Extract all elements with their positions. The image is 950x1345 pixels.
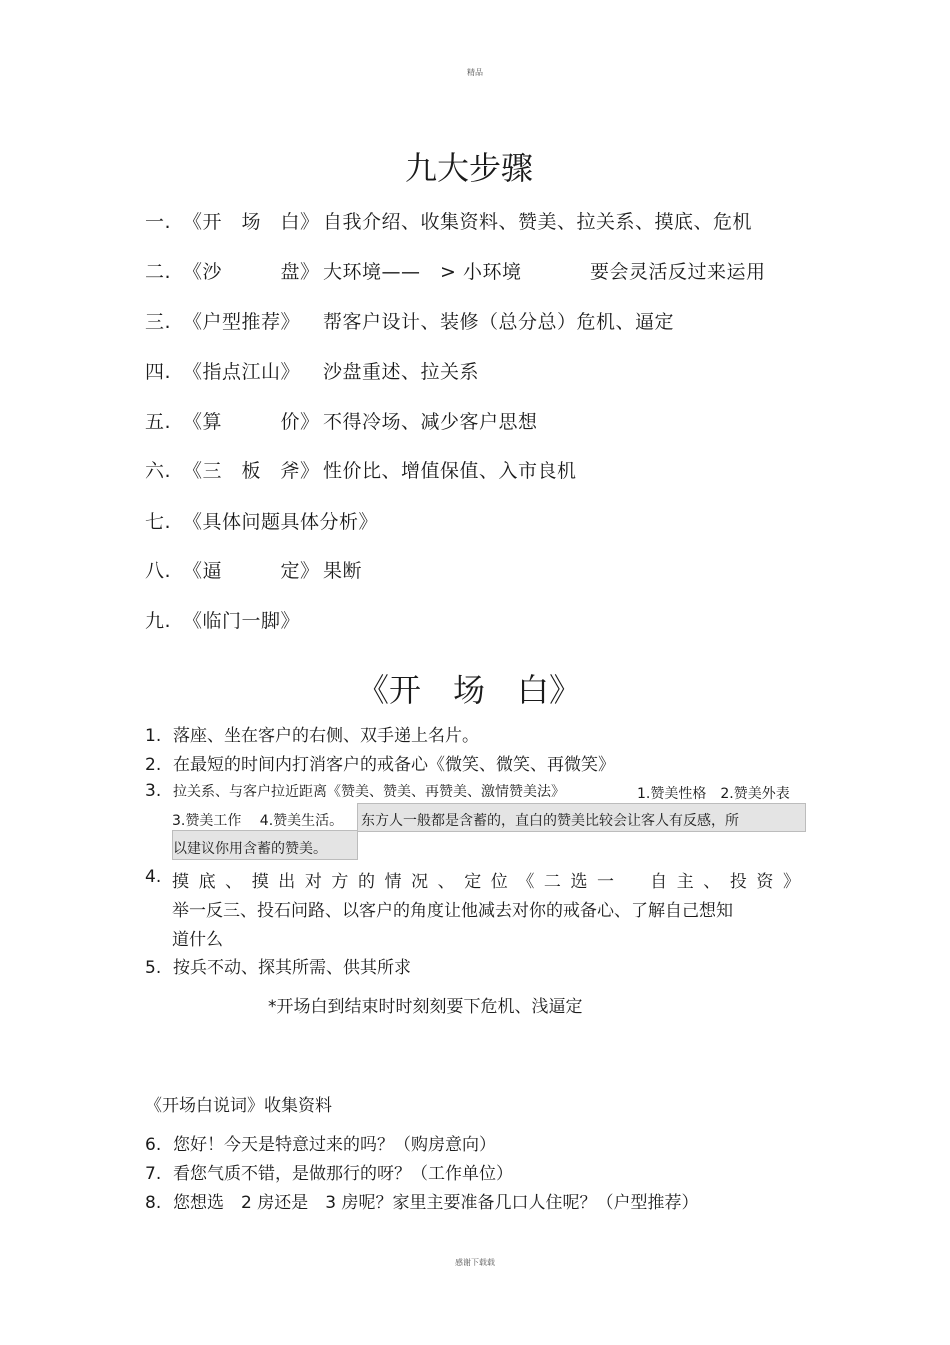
- step-name: 《户型推荐》: [183, 311, 301, 333]
- item-text: 1.赞美性格 2.赞美外表: [637, 786, 790, 802]
- justified-char: 摸: [172, 872, 189, 892]
- justified-char: 定: [464, 872, 482, 892]
- step-number: 六.: [145, 460, 172, 482]
- item-number: 1.: [145, 726, 162, 746]
- step-name: 《沙 盘》: [183, 261, 320, 283]
- step-name: 《算 价》: [183, 411, 320, 433]
- list-item: [145, 781, 565, 801]
- justified-char: 位: [490, 872, 508, 892]
- justified-char: 方: [331, 872, 349, 892]
- step-desc: 自我介绍、收集资料、赞美、拉关系、摸底、危机: [323, 211, 753, 233]
- item-text: 东方人一般都是含蓄的，直白的赞美比较会让客人有反感，所: [361, 813, 739, 829]
- justified-char: 《: [517, 872, 535, 892]
- item-text: 以建议你用含蓄的赞美。: [173, 841, 327, 857]
- justified-char: 选: [570, 872, 588, 892]
- step-name: 《指点江山》: [183, 361, 301, 383]
- step-number: 一.: [145, 211, 172, 233]
- justified-char: 出: [278, 872, 296, 892]
- justified-char: 一: [597, 872, 614, 892]
- list-item: [145, 407, 538, 434]
- item-number: 6.: [145, 1135, 162, 1155]
- step-number: 八.: [145, 560, 172, 582]
- justified-char: 投: [729, 872, 747, 892]
- note-text: *开场白到结束时时刻刻要下危机、浅逼定: [268, 997, 583, 1017]
- step-number: 二.: [145, 261, 172, 283]
- page-header: 精品: [467, 68, 483, 77]
- justified-char: 情: [384, 872, 402, 892]
- justified-char: 的: [357, 872, 375, 892]
- item-text: 3.赞美工作 4.赞美生活。: [172, 813, 344, 829]
- justified-char: 况: [411, 872, 429, 892]
- item-text-justified: [172, 867, 800, 892]
- section-title: 九大步骤: [405, 149, 534, 187]
- list-item: [145, 750, 615, 775]
- step-desc: 果断: [323, 560, 363, 582]
- step-name: 《临门一脚》: [183, 610, 301, 632]
- list-item: [145, 953, 411, 978]
- step-name: 《具体问题具体分析》: [183, 511, 379, 533]
- step-desc: 大环境—— > 小环境: [323, 261, 522, 283]
- item-number: 3.: [145, 781, 162, 801]
- step-number: 七.: [145, 511, 172, 533]
- item-text: 您想选 2 房还是 3 房呢？家里主要准备几口人住呢？（户型推荐）: [173, 1193, 699, 1213]
- justified-char: 主: [676, 872, 694, 892]
- justified-char: 自: [650, 872, 668, 892]
- list-item: [145, 556, 362, 583]
- list-item: [145, 257, 521, 284]
- list-item: [145, 507, 378, 534]
- step-number: 九.: [145, 610, 172, 632]
- item-number: 8.: [145, 1193, 162, 1213]
- step-extra-note: 要会灵活反过来运用: [590, 261, 766, 283]
- justified-char: 二: [543, 872, 561, 892]
- step-desc: 帮客户设计、装修（总分总）危机、逼定: [323, 311, 675, 333]
- step-number: 五.: [145, 411, 172, 433]
- justified-char: 底: [198, 872, 216, 892]
- item-text: 落座、坐在客户的右侧、双手递上名片。: [173, 726, 479, 746]
- step-number: 四.: [145, 361, 172, 383]
- justified-char: 、: [703, 872, 721, 892]
- step-name: 《逼 定》: [183, 560, 320, 582]
- item-text: 拉关系、与客户拉近距离《赞美、赞美、再赞美、激情赞美法》: [173, 784, 565, 800]
- section-heading: 《开场白说词》收集资料: [145, 1096, 332, 1116]
- step-desc: 沙盘重述、拉关系: [323, 361, 480, 383]
- list-item: [145, 721, 479, 746]
- list-item: [145, 1159, 513, 1184]
- justified-char: 、: [437, 872, 455, 892]
- list-item: [145, 606, 300, 633]
- list-item: [145, 1188, 698, 1213]
- list-item: [145, 207, 752, 234]
- list-item: [145, 456, 577, 483]
- item-number: 7.: [145, 1164, 162, 1184]
- justified-char: 资: [756, 872, 774, 892]
- section-title: 《开 场 白》: [357, 671, 582, 709]
- page-footer: 感谢下载载: [455, 1258, 495, 1267]
- step-name: 《三 板 斧》: [183, 460, 320, 482]
- step-name: 《开 场 白》: [183, 211, 320, 233]
- list-item: [145, 357, 479, 384]
- justified-char: 对: [304, 872, 322, 892]
- list-item: [145, 1130, 496, 1155]
- step-desc: 不得冷场、减少客户思想: [323, 411, 538, 433]
- item-text: 举一反三、投石问路、以客户的角度让他减去对你的戒备心、了解自己想知: [172, 901, 733, 921]
- item-number: 5.: [145, 958, 162, 978]
- item-text: 在最短的时间内打消客户的戒备心《微笑、微笑、再微笑》: [173, 755, 615, 775]
- justified-char: 、: [225, 872, 243, 892]
- item-number: 4.: [145, 867, 162, 887]
- step-number: 三.: [145, 311, 172, 333]
- item-text: 按兵不动、探其所需、供其所求: [173, 958, 411, 978]
- item-text: 道什么: [172, 930, 223, 950]
- justified-char: [624, 867, 641, 892]
- justified-char: 》: [782, 872, 800, 892]
- justified-char: 摸: [251, 872, 269, 892]
- item-number: 2.: [145, 755, 162, 775]
- item-text: 看您气质不错，是做那行的呀？（工作单位）: [173, 1164, 513, 1184]
- item-text: 您好！今天是特意过来的吗？（购房意向）: [173, 1135, 496, 1155]
- step-desc: 性价比、增值保值、入市良机: [323, 460, 577, 482]
- list-item: [145, 307, 674, 334]
